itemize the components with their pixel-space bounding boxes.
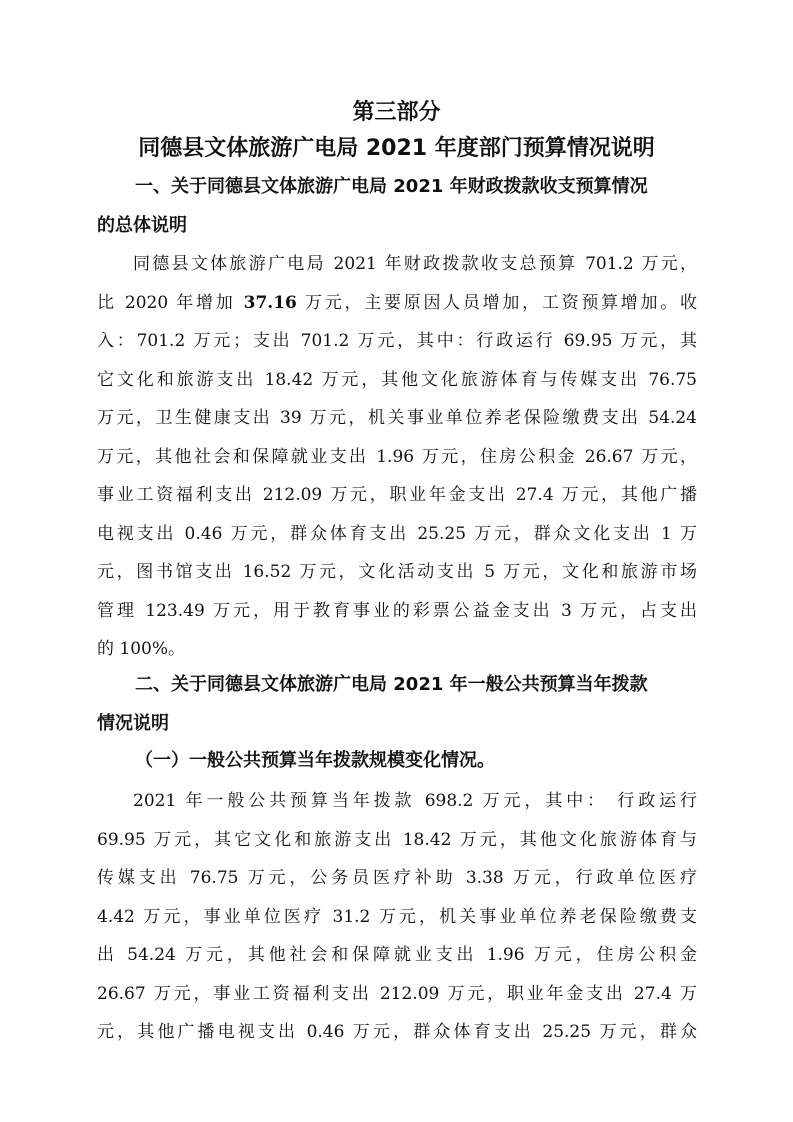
increase-amount: 37.16 bbox=[243, 292, 297, 313]
section2-line: 2021 年一般公共预算当年拨款 698.2 万元，其中： 行政运行 bbox=[133, 791, 697, 811]
section1-line-increase bbox=[97, 284, 697, 323]
section2-heading-line1: 二、关于同德县文体旅游广电局 2021 年一般公共预算当年拨款 bbox=[135, 674, 648, 695]
part-title: 第三部分 bbox=[352, 100, 441, 125]
section1-line: 它文化和旅游支出 18.42 万元，其他文化旅游体育与传媒支出 76.75 bbox=[97, 369, 697, 390]
section1-line: 万元，其他社会和保障就业支出 1.96 万元，住房公积金 26.67 万元， bbox=[97, 446, 697, 467]
section1-line: 万元，卫生健康支出 39 万元，机关事业单位养老保险缴费支出 54.24 bbox=[97, 408, 697, 428]
section2-heading bbox=[97, 666, 697, 743]
section1-line: 事业工资福利支出 212.09 万元，职业年金支出 27.4 万元，其他广播 bbox=[97, 485, 697, 505]
section1-line: 的 100%。 bbox=[97, 639, 186, 659]
section2-line: 26.67 万元，事业工资福利支出 212.09 万元，职业年金支出 27.4 万 bbox=[97, 983, 697, 1004]
section1-heading-line1: 一、关于同德县文体旅游广电局 2021 年财政拨款收支预算情况 bbox=[135, 176, 648, 197]
increase-suffix: 万元， bbox=[296, 292, 365, 313]
main-title: 同德县文体旅游广电局 2021 年度部门预算情况说明 bbox=[138, 136, 655, 161]
section1-line: 管理 123.49 万元，用于教育事业的彩票公益金支出 3 万元，占支出 bbox=[97, 600, 697, 621]
increase-reason: 主要原因人员增加，工资预算增加。收 bbox=[364, 292, 698, 313]
section2-line: 传媒支出 76.75 万元，公务员医疗补助 3.38 万元，行政单位医疗 bbox=[97, 868, 697, 888]
section2-line: 元，其他广播电视支出 0.46 万元，群众体育支出 25.25 万元，群众 bbox=[97, 1022, 697, 1042]
section1-paragraph bbox=[97, 245, 697, 669]
section2-line: 69.95 万元，其它文化和旅游支出 18.42 万元，其他文化旅游体育与 bbox=[97, 829, 697, 850]
section1-heading-line2: 的总体说明 bbox=[97, 214, 187, 236]
section2-subheading: （一）一般公共预算当年拨款规模变化情况。 bbox=[135, 750, 495, 771]
section1-line: 元，图书馆支出 16.52 万元，文化活动支出 5 万元，文化和旅游市场 bbox=[97, 562, 697, 582]
section2-line: 4.42 万元，事业单位医疗 31.2 万元，机关事业单位养老保险缴费支 bbox=[97, 906, 697, 927]
section2-paragraph bbox=[97, 782, 697, 1052]
section2-line: 出 54.24 万元，其他社会和保障就业支出 1.96 万元，住房公积金 bbox=[97, 945, 697, 965]
section1-line: 入：701.2 万元；支出 701.2 万元，其中：行政运行 69.95 万元，其 bbox=[97, 331, 697, 351]
section1-heading bbox=[97, 168, 697, 245]
increase-prefix: 比 2020 年增加 bbox=[97, 292, 244, 313]
section1-line: 电视支出 0.46 万元，群众体育支出 25.25 万元，群众文化支出 1 万 bbox=[97, 523, 697, 544]
section2-heading-line2: 情况说明 bbox=[97, 712, 169, 734]
section1-line: 同德县文体旅游广电局 2021 年财政拨款收支总预算 701.2 万元， bbox=[133, 254, 697, 274]
